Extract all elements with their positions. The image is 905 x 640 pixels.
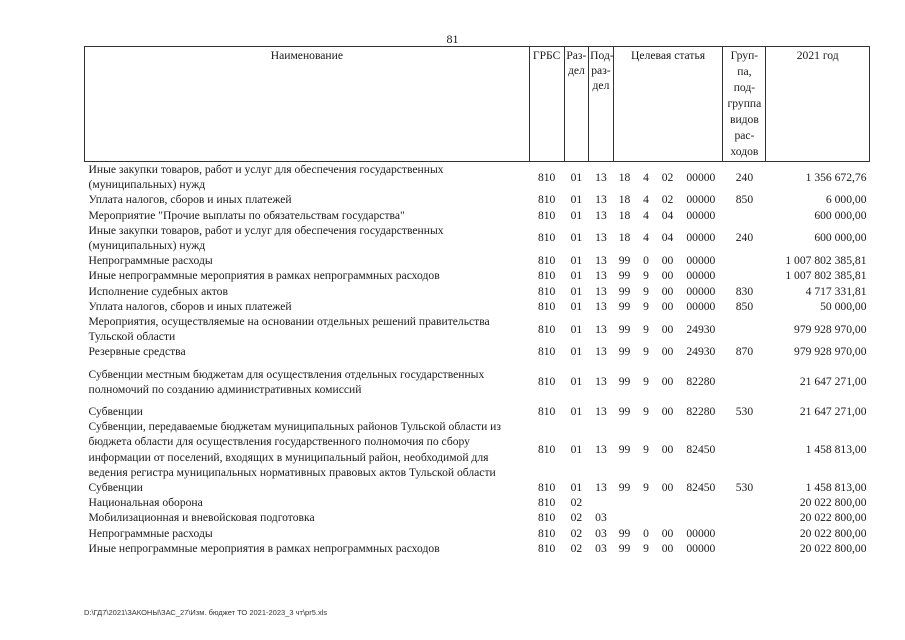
row-target-direction: 82450 [686, 443, 716, 457]
row-podrazdel: 03 [595, 541, 607, 555]
header-razdel-text: Раз- дел [566, 49, 587, 78]
row-target-direction: 00000 [686, 254, 716, 268]
row-target-subprogram: 4 [643, 231, 649, 245]
row-target-program [613, 510, 636, 525]
row-grbs: 810 [537, 345, 556, 359]
table-body [85, 162, 870, 557]
row-name: Субвенции [88, 405, 143, 419]
row-grbs: 810 [537, 299, 556, 313]
row-name: Непрограммные расходы [88, 254, 213, 268]
row-target-subprogram: 0 [643, 254, 649, 268]
table-header-row [85, 47, 870, 162]
row-podrazdel: 13 [595, 231, 607, 245]
table-row [85, 360, 870, 397]
table-row [85, 419, 870, 480]
row-target-direction: 82450 [686, 481, 716, 495]
table-row [85, 299, 870, 314]
row-expense-type: 850 [735, 299, 754, 313]
row-target-program: 99 [618, 405, 631, 419]
row-razdel: 01 [570, 443, 583, 457]
row-sum-2021: 979 928 970,00 [794, 345, 867, 359]
table-row [85, 284, 870, 299]
budget-table [84, 46, 870, 556]
row-expense-type: 240 [735, 170, 754, 184]
header-name: Наименование [85, 47, 530, 162]
row-podrazdel [589, 495, 614, 510]
row-target-subprogram: 4 [643, 208, 649, 222]
table-row [85, 314, 870, 344]
row-target-program: 99 [618, 299, 631, 313]
row-podrazdel: 13 [595, 284, 607, 298]
row-name: Иные закупки товаров, работ и услуг для обеспечения государственных (муниципальных) нужд [88, 223, 444, 253]
row-target-program: 99 [618, 322, 631, 336]
row-name: Мобилизационная и вневойсковая подготовка [88, 511, 315, 525]
row-target-direction: 00000 [686, 269, 716, 283]
row-target-program: 99 [618, 481, 631, 495]
table-row [85, 208, 870, 223]
row-expense-type [723, 360, 766, 397]
row-name: Субвенции [88, 481, 143, 495]
row-razdel: 01 [570, 345, 583, 359]
row-expense-type: 240 [735, 231, 754, 245]
row-razdel: 02 [570, 526, 583, 540]
row-name: Мероприятие "Прочие выплаты по обязательствам государства" [88, 208, 405, 222]
row-sum-2021: 20 022 800,00 [799, 526, 867, 540]
row-grbs: 810 [537, 443, 556, 457]
header-grbs: ГРБС [529, 47, 564, 162]
row-target-subprogram: 9 [643, 481, 649, 495]
row-target-event: 00 [661, 299, 674, 313]
header-expense-type-text: Груп- па, под- группа видов рас- ходов [727, 49, 762, 158]
row-target-event: 00 [661, 345, 674, 359]
row-podrazdel: 13 [595, 322, 607, 336]
table-row [85, 480, 870, 495]
row-target-event: 00 [661, 254, 674, 268]
row-target-program: 99 [618, 254, 631, 268]
row-target-direction: 82280 [686, 375, 716, 389]
row-target-event: 02 [661, 193, 674, 207]
row-expense-type: 850 [735, 193, 754, 207]
row-razdel: 01 [570, 284, 583, 298]
row-target-event: 00 [661, 405, 674, 419]
row-razdel: 02 [570, 541, 583, 555]
row-target-program: 18 [618, 170, 631, 184]
row-target-event: 00 [661, 481, 674, 495]
row-target-direction: 00000 [686, 208, 716, 222]
row-target-subprogram: 9 [643, 405, 649, 419]
row-name: Национальная оборона [88, 496, 203, 510]
row-grbs: 810 [537, 375, 556, 389]
row-grbs: 810 [537, 322, 556, 336]
row-name: Иные непрограммные мероприятия в рамках непрограммных расходов [88, 541, 440, 555]
row-target-direction: 00000 [686, 231, 716, 245]
row-podrazdel: 13 [595, 170, 607, 184]
row-target-subprogram: 9 [643, 322, 649, 336]
row-podrazdel: 13 [595, 193, 607, 207]
row-target-event: 00 [661, 526, 674, 540]
row-target-direction: 82280 [686, 405, 716, 419]
header-razdel [564, 47, 589, 162]
table-row [85, 192, 870, 207]
row-name: Уплата налогов, сборов и иных платежей [88, 193, 292, 207]
row-podrazdel: 13 [595, 254, 607, 268]
row-target-subprogram: 9 [643, 269, 649, 283]
header-expense-type [723, 47, 766, 162]
row-sum-2021: 600 000,00 [814, 208, 867, 222]
row-grbs: 810 [537, 496, 556, 510]
row-target-subprogram: 0 [643, 526, 649, 540]
row-target-direction: 24930 [686, 345, 716, 359]
row-target-program: 99 [618, 375, 631, 389]
row-razdel: 01 [570, 322, 583, 336]
row-target-program: 99 [618, 269, 631, 283]
row-target-program: 99 [618, 345, 631, 359]
header-year: 2021 год [766, 47, 870, 162]
row-razdel: 01 [570, 208, 583, 222]
row-name: Иные непрограммные мероприятия в рамках непрограммных расходов [88, 269, 440, 283]
table-row [85, 397, 870, 419]
row-sum-2021: 50 000,00 [820, 299, 867, 313]
row-razdel: 01 [570, 405, 583, 419]
row-target-direction [679, 510, 723, 525]
row-grbs: 810 [537, 481, 556, 495]
row-name: Уплата налогов, сборов и иных платежей [88, 299, 292, 313]
row-sum-2021: 1 356 672,76 [805, 170, 867, 184]
row-grbs: 810 [537, 231, 556, 245]
row-grbs: 810 [537, 526, 556, 540]
row-name: Субвенции местным бюджетам для осуществления отдельных государственных полномочий по созданию административных комиссий [88, 367, 485, 396]
row-target-direction: 00000 [686, 284, 716, 298]
row-podrazdel: 13 [595, 375, 607, 389]
row-target-direction: 00000 [686, 541, 716, 555]
row-expense-type [723, 495, 766, 510]
row-podrazdel: 13 [595, 208, 607, 222]
row-name: Субвенции, передаваемые бюджетам муниципальных районов Тульской области из бюджета области для осуществления государственного полномочия по сбору информации от поселений, входящих в муниципальный район, необходимой для ведения регистра муниципальных нормативных правовых актов Тульской области [88, 420, 501, 479]
row-razdel: 01 [570, 269, 583, 283]
row-name: Резервные средства [88, 345, 186, 359]
row-expense-type: 870 [735, 345, 754, 359]
row-target-event [656, 510, 679, 525]
row-grbs: 810 [537, 254, 556, 268]
row-target-program: 18 [618, 208, 631, 222]
header-podrazdel [589, 47, 614, 162]
row-grbs: 810 [537, 511, 556, 525]
row-target-subprogram: 9 [643, 541, 649, 555]
row-name: Иные закупки товаров, работ и услуг для обеспечения государственных (муниципальных) нужд [88, 163, 444, 192]
page-number: 81 [446, 32, 459, 46]
row-target-event: 00 [661, 443, 674, 457]
row-target-direction: 00000 [686, 170, 716, 184]
row-expense-type [723, 314, 766, 344]
row-target-program: 99 [618, 526, 631, 540]
row-razdel: 02 [570, 511, 583, 525]
row-podrazdel: 03 [595, 511, 607, 525]
table-row [85, 344, 870, 359]
row-target-subprogram: 9 [643, 375, 649, 389]
row-grbs: 810 [537, 284, 556, 298]
row-target-event: 00 [661, 375, 674, 389]
row-podrazdel: 13 [595, 481, 607, 495]
row-expense-type [723, 510, 766, 525]
row-sum-2021: 20 022 800,00 [799, 541, 867, 555]
row-razdel: 01 [570, 375, 583, 389]
table-row [85, 268, 870, 283]
row-target-program: 99 [618, 541, 631, 555]
row-grbs: 810 [537, 405, 556, 419]
row-sum-2021: 6 000,00 [825, 193, 867, 207]
table-row [85, 541, 870, 556]
header-target-article: Целевая статья [613, 47, 723, 162]
table-row [85, 495, 870, 510]
row-target-program: 99 [618, 284, 631, 298]
row-sum-2021: 1 007 802 385,81 [785, 269, 867, 283]
row-razdel: 02 [570, 496, 583, 510]
row-expense-type [723, 253, 766, 268]
row-razdel: 01 [570, 299, 583, 313]
row-target-direction [679, 495, 723, 510]
row-target-subprogram: 9 [643, 284, 649, 298]
row-expense-type [723, 541, 766, 556]
row-target-subprogram [636, 495, 656, 510]
table-row [85, 526, 870, 541]
row-expense-type: 830 [735, 284, 754, 298]
table-row [85, 162, 870, 193]
row-grbs: 810 [537, 170, 556, 184]
row-target-subprogram: 4 [643, 193, 649, 207]
row-sum-2021: 1 458 813,00 [805, 443, 867, 457]
row-podrazdel: 03 [595, 526, 607, 540]
row-target-subprogram [636, 510, 656, 525]
row-sum-2021: 20 022 800,00 [799, 496, 867, 510]
row-expense-type [723, 526, 766, 541]
row-expense-type [723, 268, 766, 283]
row-podrazdel: 13 [595, 443, 607, 457]
file-path-footer: D:\ГД7\2021\ЗАКОНЫ\ЗАС_27\Изм. бюджет ТО 2021-2023_3 чт\pr5.xls [84, 608, 328, 617]
row-razdel: 01 [570, 193, 583, 207]
row-target-program: 18 [618, 193, 631, 207]
row-expense-type [723, 419, 766, 480]
row-target-event: 04 [661, 231, 674, 245]
row-expense-type: 530 [735, 405, 754, 419]
table-row [85, 253, 870, 268]
row-razdel: 01 [570, 170, 583, 184]
row-grbs: 810 [537, 269, 556, 283]
row-target-subprogram: 9 [643, 299, 649, 313]
row-podrazdel: 13 [595, 345, 607, 359]
row-target-direction: 00000 [686, 526, 716, 540]
row-grbs: 810 [537, 541, 556, 555]
row-razdel: 01 [570, 254, 583, 268]
row-expense-type [723, 208, 766, 223]
row-target-event [656, 495, 679, 510]
row-sum-2021: 21 647 271,00 [799, 405, 867, 419]
table-row [85, 510, 870, 525]
row-target-program: 99 [618, 443, 631, 457]
row-target-direction: 00000 [686, 193, 716, 207]
row-target-subprogram: 9 [643, 345, 649, 359]
row-razdel: 01 [570, 231, 583, 245]
row-target-event: 04 [661, 208, 674, 222]
row-target-direction: 00000 [686, 299, 716, 313]
row-podrazdel: 13 [595, 405, 607, 419]
row-sum-2021: 600 000,00 [814, 231, 867, 245]
row-target-event: 02 [661, 170, 674, 184]
row-target-event: 00 [661, 541, 674, 555]
row-name: Исполнение судебных актов [88, 284, 228, 298]
row-target-subprogram: 4 [643, 170, 649, 184]
row-razdel: 01 [570, 481, 583, 495]
row-podrazdel: 13 [595, 269, 607, 283]
row-name: Мероприятия, осуществляемые на основании отдельных решений правительства Тульской области [88, 315, 490, 344]
row-sum-2021: 20 022 800,00 [799, 511, 867, 525]
row-sum-2021: 21 647 271,00 [799, 375, 867, 389]
row-grbs: 810 [537, 208, 556, 222]
row-target-event: 00 [661, 284, 674, 298]
row-target-event: 00 [661, 322, 674, 336]
row-target-event: 00 [661, 269, 674, 283]
header-podrazdel-text: Под- раз- дел [590, 49, 614, 93]
row-target-direction: 24930 [686, 322, 716, 336]
row-target-subprogram: 9 [643, 443, 649, 457]
row-sum-2021: 979 928 970,00 [794, 322, 867, 336]
row-sum-2021: 4 717 331,81 [805, 284, 867, 298]
row-target-program [613, 495, 636, 510]
row-podrazdel: 13 [595, 299, 607, 313]
row-target-program: 18 [618, 231, 631, 245]
row-expense-type: 530 [735, 481, 754, 495]
row-name: Непрограммные расходы [88, 526, 213, 540]
row-sum-2021: 1 007 802 385,81 [785, 254, 867, 268]
row-grbs: 810 [537, 193, 556, 207]
table-row [85, 223, 870, 253]
row-sum-2021: 1 458 813,00 [805, 481, 867, 495]
